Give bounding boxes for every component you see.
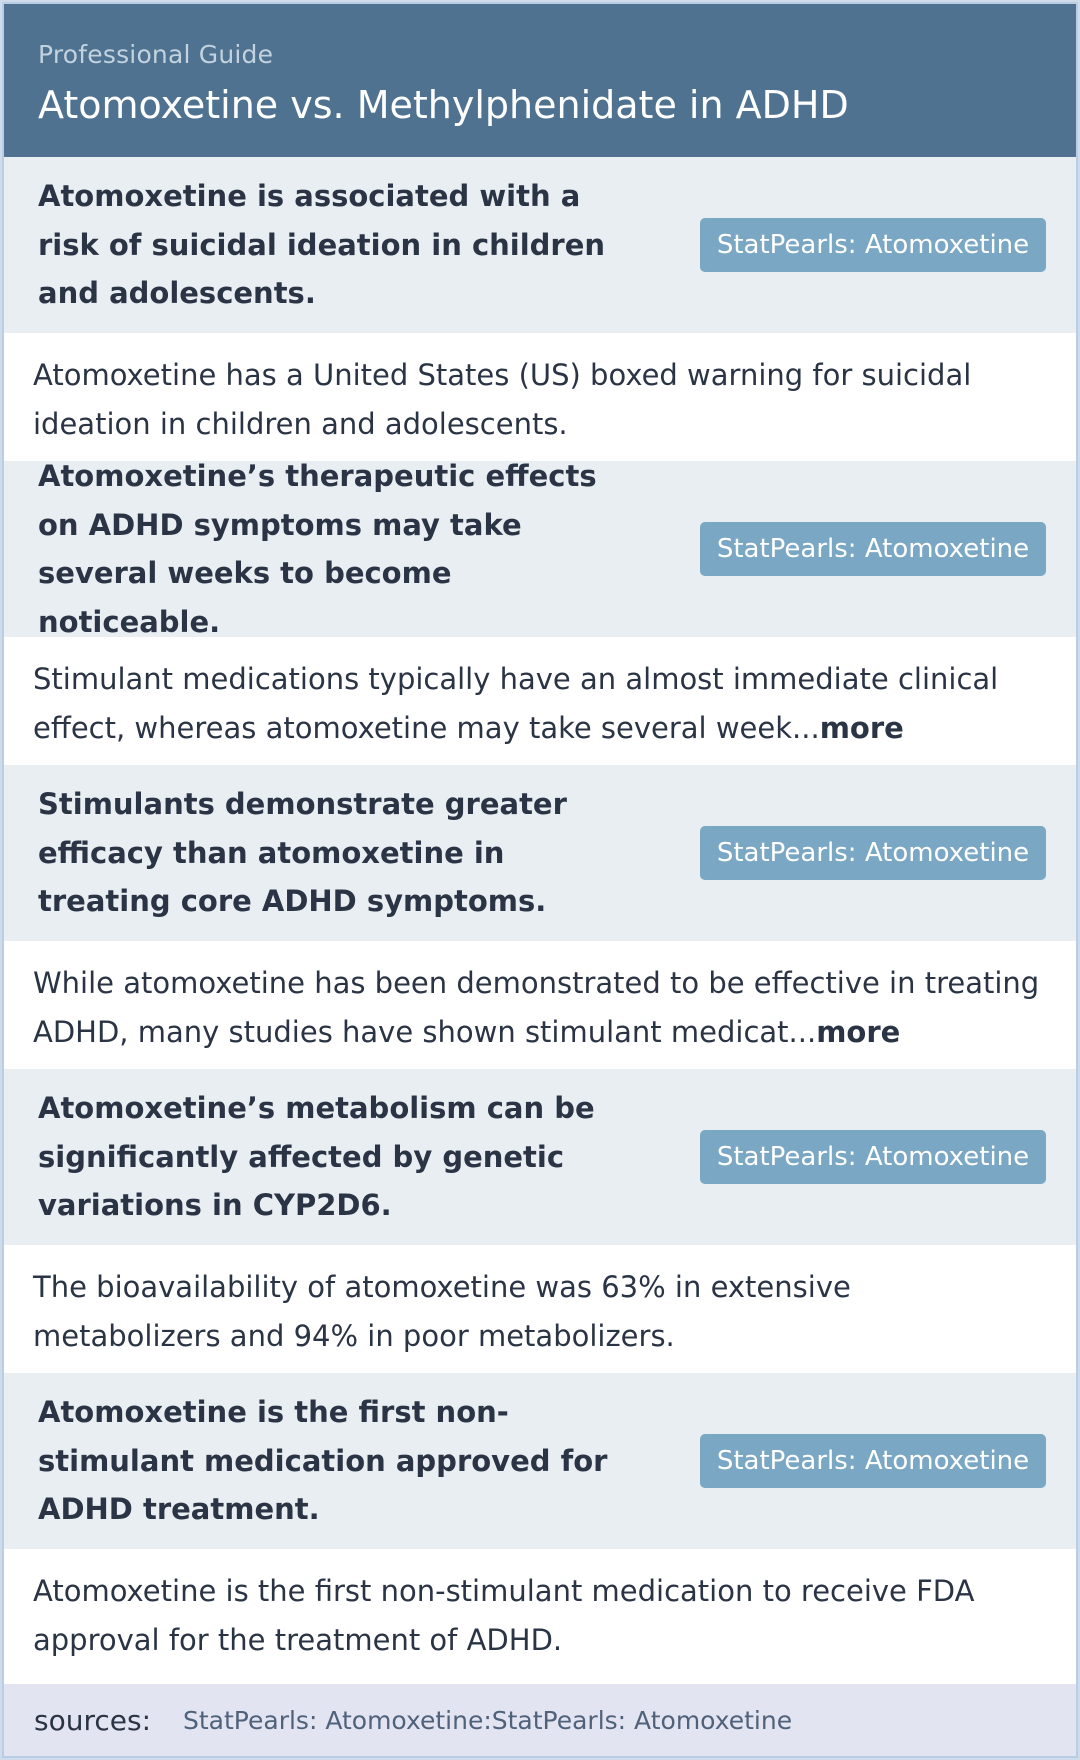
explanation-text: Stimulant medications typically have an almost immediate clinical effect, whereas atomoxetine may take several week... bbox=[33, 662, 999, 745]
explanation-text: Atomoxetine has a United States (US) boxed warning for suicidal ideation in children and adolescents. bbox=[33, 358, 972, 441]
page-title: Atomoxetine vs. Methylphenidate in ADHD bbox=[38, 83, 849, 127]
explanation-row bbox=[4, 1549, 1076, 1679]
claim-row bbox=[4, 765, 1076, 941]
explanation-text: While atomoxetine has been demonstrated to be effective in treating ADHD, many studies have shown stimulant medicat... bbox=[33, 966, 1040, 1049]
claim-text: Stimulants demonstrate greater efficacy than atomoxetine in treating core ADHD symptoms. bbox=[38, 787, 567, 919]
more-link[interactable]: more bbox=[816, 1014, 901, 1049]
explanation-text: Atomoxetine is the first non-stimulant medication to receive FDA approval for the treatment of ADHD. bbox=[33, 1574, 975, 1657]
guide-card bbox=[2, 2, 1078, 1758]
claim-row bbox=[4, 157, 1076, 333]
source-tag-button[interactable]: StatPearls: Atomoxetine bbox=[700, 826, 1046, 880]
source-tag-button[interactable]: StatPearls: Atomoxetine bbox=[700, 522, 1046, 576]
source-tag-button[interactable]: StatPearls: Atomoxetine bbox=[700, 1130, 1046, 1184]
guide-header bbox=[4, 4, 1076, 157]
claim-text: Atomoxetine’s therapeutic effects on ADHD symptoms may take several weeks to become noticeable. bbox=[38, 459, 597, 639]
more-link[interactable]: more bbox=[819, 710, 904, 745]
claim-row bbox=[4, 1373, 1076, 1549]
sources-label: sources: bbox=[34, 1703, 152, 1737]
explanation-row bbox=[4, 333, 1076, 461]
source-tag-button[interactable]: StatPearls: Atomoxetine bbox=[700, 1434, 1046, 1488]
sources-footer bbox=[4, 1684, 1076, 1756]
claim-row bbox=[4, 1069, 1076, 1245]
explanation-row bbox=[4, 941, 1076, 1069]
claim-row bbox=[4, 461, 1076, 637]
sources-value: StatPearls: Atomoxetine:StatPearls: Atomoxetine bbox=[183, 1705, 793, 1735]
claim-text: Atomoxetine is associated with a risk of suicidal ideation in children and adolescents. bbox=[38, 179, 606, 311]
explanation-text: The bioavailability of atomoxetine was 63% in extensive metabolizers and 94% in poor metabolizers. bbox=[33, 1270, 851, 1353]
claim-text: Atomoxetine’s metabolism can be significantly affected by genetic variations in CYP2D6. bbox=[38, 1091, 595, 1223]
source-tag-button[interactable]: StatPearls: Atomoxetine bbox=[700, 218, 1046, 272]
header-kicker: Professional Guide bbox=[38, 40, 274, 69]
explanation-row bbox=[4, 1245, 1076, 1373]
explanation-row bbox=[4, 637, 1076, 765]
claim-text: Atomoxetine is the first non-stimulant medication approved for ADHD treatment. bbox=[38, 1395, 608, 1527]
